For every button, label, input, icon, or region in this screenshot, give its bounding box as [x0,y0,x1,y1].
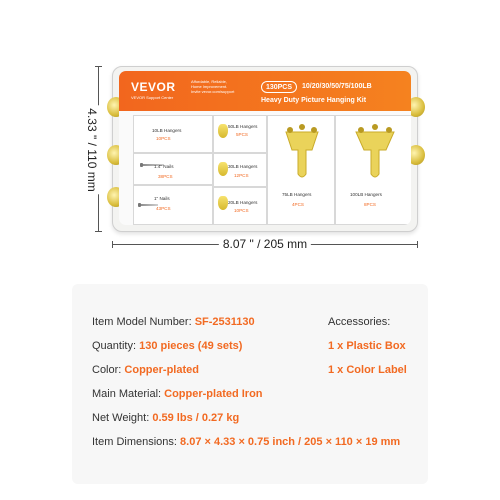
triple-hook-icon [352,122,398,182]
spec-key: Item Dimensions: [92,436,181,448]
compartment-qty: 12PCS [234,173,249,178]
compartment-qty: 43PCS [156,206,171,211]
spec-key: Quantity: [92,340,140,352]
compartment-nails-1 [133,185,213,225]
compartment-50lb [213,115,267,153]
accessories-title: Accessories: [328,316,391,328]
slogan-line: Affordable, Reliable, [191,79,227,84]
compartment-qty: 5PCS [236,132,249,137]
weight-ratings: 10/20/30/50/75/100LB [302,83,372,90]
specifications-panel [72,284,428,484]
spec-key: Color: [92,364,125,376]
spec-value: Copper-plated Iron [164,388,263,400]
compartment-label: 20LB Hangers [228,200,258,205]
slogan-line: Home Improvement. [191,84,228,89]
product-box [112,66,418,232]
compartments [133,111,405,225]
spec-key: Item Model Number: [92,316,195,328]
compartment-qty: 38PCS [158,174,173,179]
spec-value: 130 pieces (49 sets) [139,340,243,352]
height-dimension-label: 4.33 " / 110 mm [85,105,99,194]
compartment-10lb [133,115,213,153]
compartment-label: 1" Nails [154,196,170,201]
spec-value: SF-2531130 [194,316,255,328]
spec-value: 0.59 lbs / 0.27 kg [152,412,240,424]
width-dimension-label: 8.07 " / 205 mm [219,237,311,251]
compartment-qty: 10PCS [156,136,171,141]
brand-subtitle: VEVOR Support Center [131,95,174,100]
brand-logo: VEVOR [131,80,176,94]
compartment-100lb [335,115,411,225]
compartment-label: 100LB Hangers [350,192,382,197]
hook-icon [218,162,228,176]
kit-title: Heavy Duty Picture Hanging Kit [261,97,367,104]
compartment-20lb [213,187,267,225]
spec-net-weight [92,412,239,424]
compartment-qty: 10PCS [234,208,249,213]
hook-icon [218,124,228,138]
spec-value: 8.07 × 4.33 × 0.75 inch / 205 × 110 × 19 mm [180,436,401,448]
compartment-label: 30LB Hangers [228,164,258,169]
brand-slogan [191,79,234,94]
slogan-line: Invite vevor.com/support [191,89,235,94]
spec-material [92,388,263,400]
accessory-item: 1 x Plastic Box [328,340,406,352]
compartment-75lb [267,115,335,225]
spec-key: Main Material: [92,388,165,400]
compartment-label: 75LB Hangers [282,192,312,197]
hook-icon [218,196,228,210]
box-interior [119,71,411,225]
spec-dimensions [92,436,400,448]
compartment-label: 50LB Hangers [228,124,258,129]
compartment-label: 1.4" Nails [154,164,174,169]
spec-color [92,364,199,376]
spec-value: Copper-plated [124,364,199,376]
piece-count-badge: 130PCS [261,81,297,93]
product-label-header [119,71,411,111]
compartment-label: 10LB Hangers [152,128,182,133]
compartment-30lb [213,153,267,187]
spec-quantity [92,340,242,352]
accessory-item: 1 x Color Label [328,364,407,376]
triple-hook-icon [282,122,322,182]
compartment-nails-14 [133,153,213,185]
compartment-qty: 8PCS [364,202,377,207]
spec-model-number [92,316,255,328]
spec-key: Net Weight: [92,412,153,424]
compartment-qty: 4PCS [292,202,305,207]
